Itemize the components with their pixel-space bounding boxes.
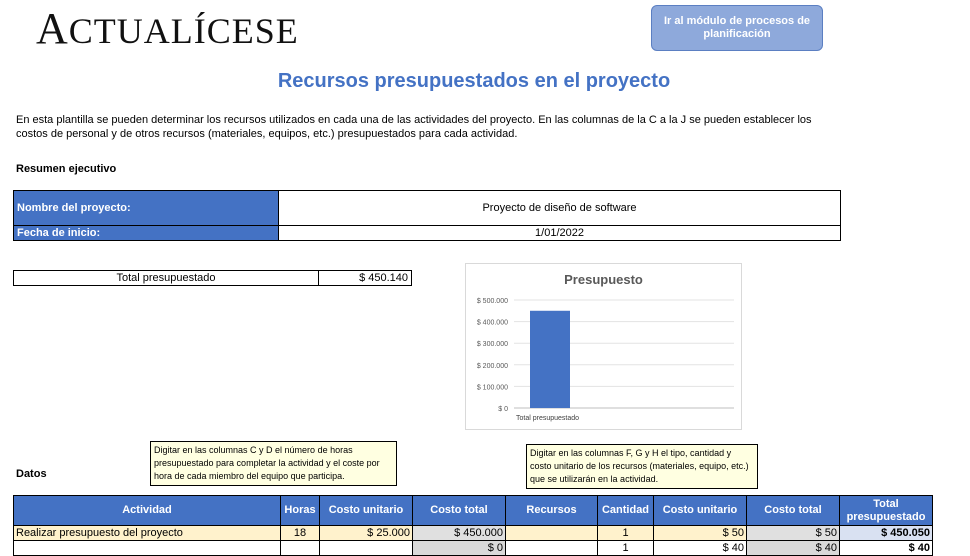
- hours-cell[interactable]: [281, 541, 320, 556]
- resources-cell[interactable]: [506, 526, 598, 541]
- data-heading: Datos: [16, 468, 47, 480]
- quantity-cell[interactable]: 1: [598, 541, 654, 556]
- unit-cost-cell[interactable]: $ 25.000: [320, 526, 413, 541]
- total-budget-cell[interactable]: $ 450.050: [840, 526, 933, 541]
- hours-cell[interactable]: 18: [281, 526, 320, 541]
- resources-table: [13, 495, 933, 556]
- planning-module-button[interactable]: Ir al módulo de procesos de planificación: [651, 5, 823, 51]
- col-resources: Recursos: [506, 496, 598, 526]
- table-row: [14, 526, 933, 541]
- chart-title: Presupuesto: [564, 272, 643, 287]
- col-activity: Actividad: [14, 496, 281, 526]
- table-row: [14, 541, 933, 556]
- col-total-budget: Total presupuestado: [840, 496, 933, 526]
- summary-heading: Resumen ejecutivo: [16, 163, 117, 175]
- bar[interactable]: [530, 311, 570, 408]
- budget-chart[interactable]: [465, 263, 742, 430]
- col-hours: Horas: [281, 496, 320, 526]
- col-resource-total-cost: Costo total: [747, 496, 840, 526]
- project-name-value[interactable]: Proyecto de diseño de software: [279, 191, 841, 226]
- y-tick-label: $ 300.000: [476, 341, 508, 349]
- project-info-table: [13, 190, 841, 241]
- resources-cell[interactable]: [506, 541, 598, 556]
- activity-cell[interactable]: Realizar presupuesto del proyecto: [14, 526, 281, 541]
- resource-total-cost-cell[interactable]: $ 50: [747, 526, 840, 541]
- total-budget-cell[interactable]: $ 40: [840, 541, 933, 556]
- resources-comment: Digitar en las columnas F, G y H el tipo, cantidad y costo unitario de los recursos (materiales, equipo, etc.) que se utilizarán en la actividad.: [526, 444, 758, 489]
- x-tick-label: Total presupuestado: [516, 415, 580, 422]
- resource-unit-cost-cell[interactable]: $ 40: [654, 541, 747, 556]
- total-cost-cell[interactable]: $ 450.000: [413, 526, 506, 541]
- resource-unit-cost-cell[interactable]: $ 50: [654, 526, 747, 541]
- start-date-value[interactable]: 1/01/2022: [279, 226, 841, 241]
- activity-cell[interactable]: [14, 541, 281, 556]
- project-name-label: Nombre del proyecto:: [14, 191, 279, 226]
- chart-plot: [466, 264, 741, 429]
- resource-total-cost-cell[interactable]: $ 40: [747, 541, 840, 556]
- unit-cost-cell[interactable]: [320, 541, 413, 556]
- hours-comment: Digitar en las columnas C y D el número de horas presupuestado para completar la actividad y el coste por hora de cada miembro del equipo que participa.: [150, 441, 397, 486]
- total-cost-cell[interactable]: $ 0: [413, 541, 506, 556]
- total-budget-label: Total presupuestado: [14, 271, 319, 286]
- y-tick-label: $ 200.000: [476, 362, 508, 370]
- y-tick-label: $ 400.000: [476, 319, 508, 327]
- y-tick-label: $ 100.000: [476, 384, 508, 392]
- y-tick-label: $ 0: [498, 406, 508, 413]
- start-date-label: Fecha de inicio:: [14, 226, 279, 241]
- page-title: Recursos presupuestados en el proyecto: [277, 70, 671, 92]
- actualicese-logo: ACTUALÍCESE: [36, 4, 299, 53]
- y-tick-label: $ 500.000: [476, 298, 508, 305]
- col-unit-cost: Costo unitario: [320, 496, 413, 526]
- total-budget-value[interactable]: $ 450.140: [319, 271, 412, 286]
- quantity-cell[interactable]: 1: [598, 526, 654, 541]
- col-total-cost: Costo total: [413, 496, 506, 526]
- intro-text: En esta plantilla se pueden determinar los recursos utilizados en cada una de las actividades del proyecto. En las columnas de la C a la J se pueden establecer los costos de personal y de otros recursos (materiales, equipos, etc.) presupuestados para cada actividad.: [16, 114, 812, 140]
- col-quantity: Cantidad: [598, 496, 654, 526]
- total-budget-box: [13, 270, 412, 286]
- col-resource-unit-cost: Costo unitario: [654, 496, 747, 526]
